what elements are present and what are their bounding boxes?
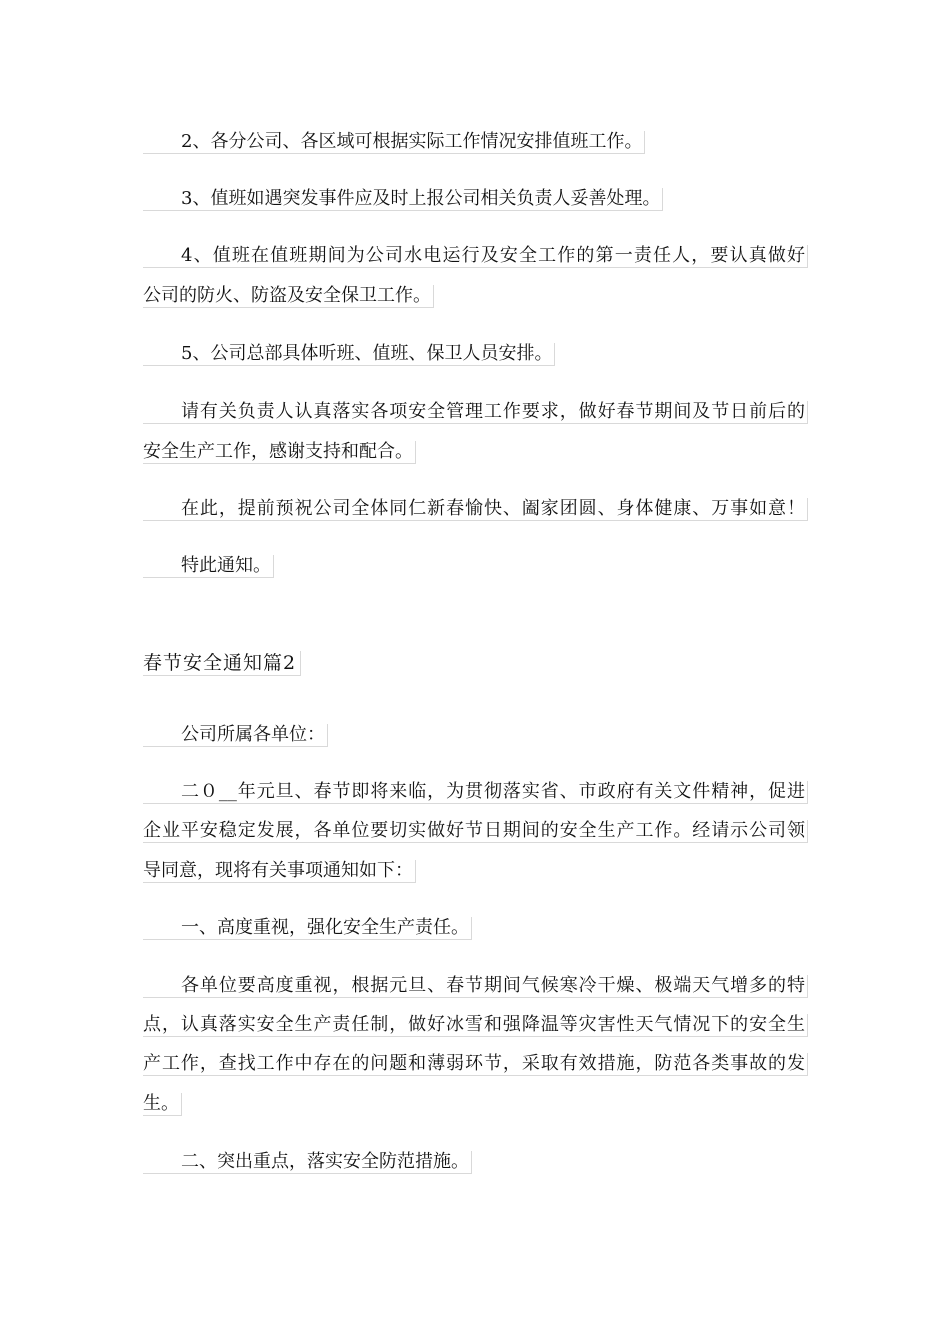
paragraph-line-body-1-cont-3: 生。 [143,1093,182,1116]
paragraph-line-heading-1: 一、高度重视，强化安全生产责任。 [143,917,472,940]
paragraph-line-item-4: 4、值班在值班期间为公司水电运行及安全工作的第一责任人，要认真做好 [143,245,808,268]
paragraph-line-salutation: 公司所属各单位： [143,724,328,747]
section-title: 春节安全通知篇2 [143,651,301,676]
paragraph-line-wishes: 在此，提前预祝公司全体同仁新春愉快、阖家团圆、身体健康、万事如意！ [143,498,808,521]
paragraph-line-intro: 二０__年元旦、春节即将来临，为贯彻落实省、市政府有关文件精神，促进 [143,781,808,804]
paragraph-line-item-5: 5、公司总部具体听班、值班、保卫人员安排。 [143,343,555,366]
paragraph-line-body-1-cont-2: 产工作，查找工作中存在的问题和薄弱环节，采取有效措施，防范各类事故的发 [143,1053,808,1076]
paragraph-line-intro-cont-1: 企业平安稳定发展，各单位要切实做好节日期间的安全生产工作。经请示公司领 [143,820,808,843]
paragraph-line-heading-2: 二、突出重点，落实安全防范措施。 [143,1151,472,1174]
paragraph-line-body-1: 各单位要高度重视，根据元旦、春节期间气候寒冷干燥、极端天气增多的特 [143,975,808,998]
paragraph-line-body-1-cont-1: 点，认真落实安全生产责任制，做好冰雪和强降温等灾害性天气情况下的安全生 [143,1014,808,1037]
paragraph-line-request: 请有关负责人认真落实各项安全管理工作要求，做好春节期间及节日前后的 [143,401,808,424]
paragraph-line-item-3: 3、值班如遇突发事件应及时上报公司相关负责人妥善处理。 [143,188,663,211]
paragraph-line-notice: 特此通知。 [143,555,274,578]
paragraph-line-request-cont: 安全生产工作，感谢支持和配合。 [143,441,416,464]
paragraph-line-item-4-cont: 公司的防火、防盗及安全保卫工作。 [143,285,434,308]
paragraph-line-intro-cont-2: 导同意，现将有关事项通知如下： [143,860,416,883]
paragraph-line-item-2: 2、各分公司、各区域可根据实际工作情况安排值班工作。 [143,131,645,154]
